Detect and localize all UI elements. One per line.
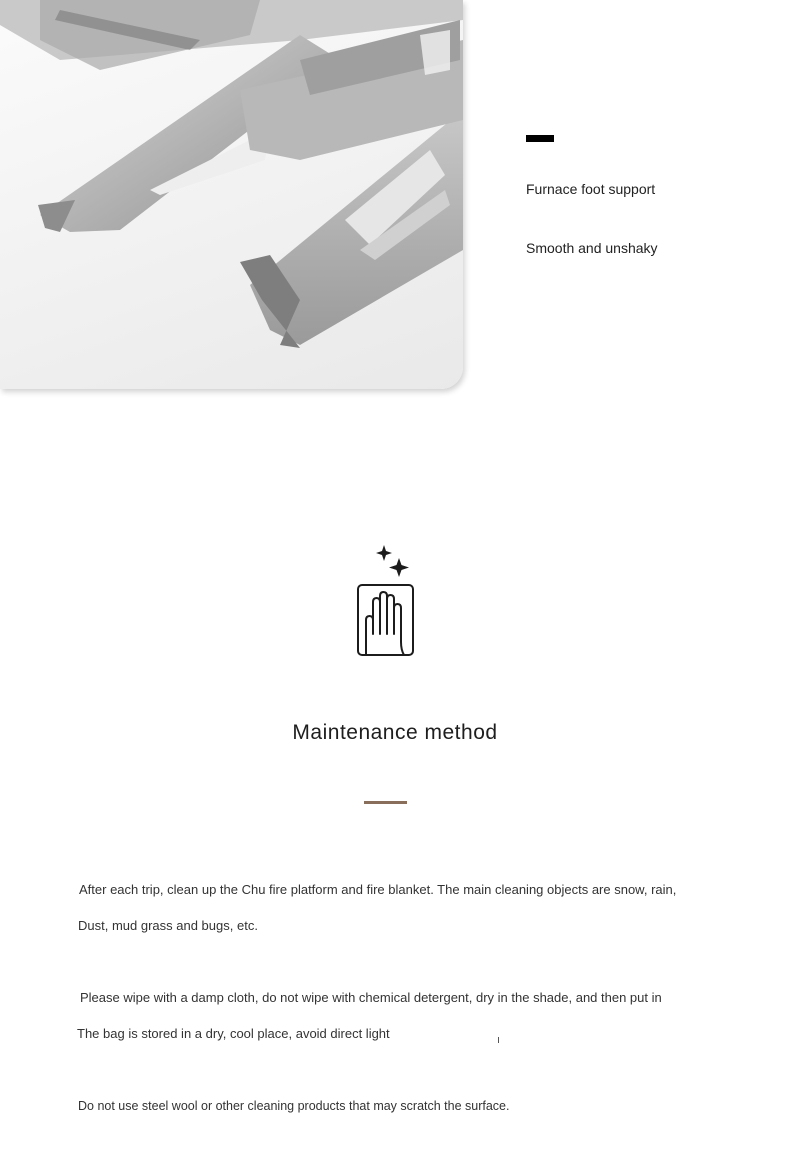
feature-accent-dash [526,135,554,142]
product-photo-furnace-stand [0,0,463,389]
title-divider [364,801,407,804]
maintenance-paragraph: Please wipe with a damp cloth, do not wipe with chemical detergent, dry in the shade, and then put in [80,990,662,1005]
feature-support-text: Furnace foot support [526,181,656,197]
maintenance-paragraph: Dust, mud grass and bugs, etc. [78,918,258,933]
feature-stability-text: Smooth and unshaky [526,240,658,256]
maintenance-paragraph: After each trip, clean up the Chu fire platform and fire blanket. The main cleaning objects are snow, rain, [79,882,677,897]
glove-sparkle-icon [352,542,418,660]
stray-mark [498,1037,499,1043]
maintenance-paragraph: Do not use steel wool or other cleaning products that may scratch the surface. [78,1099,510,1113]
maintenance-title: Maintenance method [292,721,498,744]
maintenance-paragraph: The bag is stored in a dry, cool place, avoid direct light [77,1026,390,1041]
